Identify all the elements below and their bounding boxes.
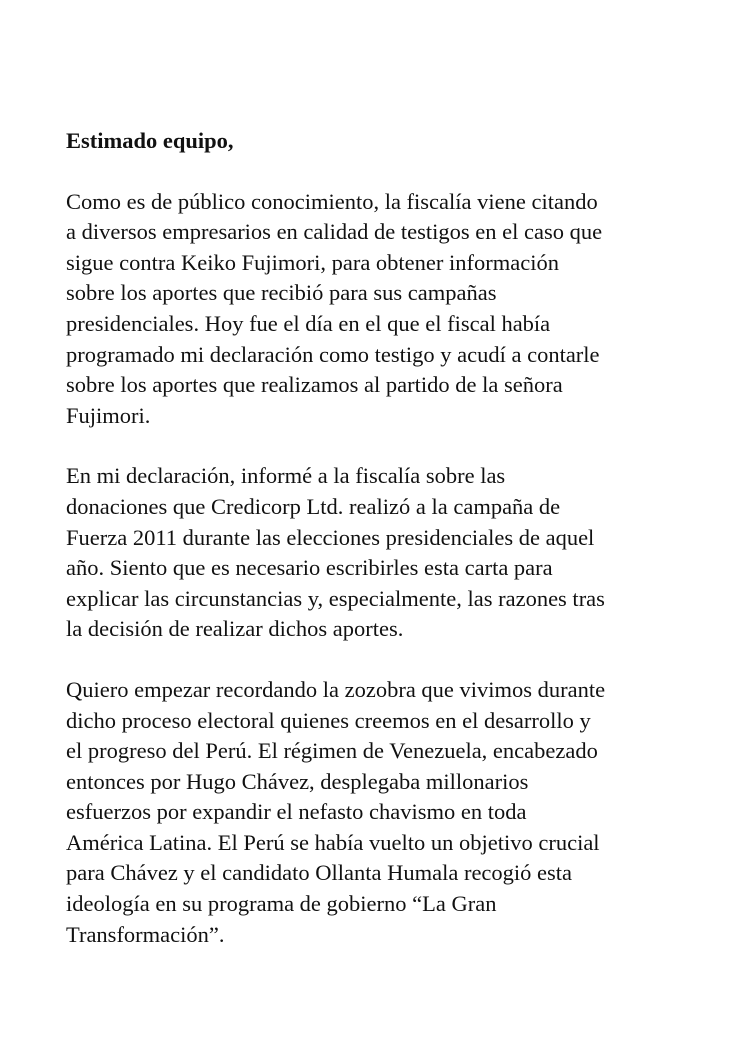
paragraph-line: Transformación”. — [66, 921, 225, 947]
paragraph-line: presidenciales. Hoy fue el día en el que el fiscal había — [66, 310, 551, 336]
paragraph-line: Quiero empezar recordando la zozobra que vivimos durante — [66, 676, 606, 702]
paragraph-line: Como es de público conocimiento, la fiscalía viene citando — [66, 188, 598, 214]
paragraph-line: América Latina. El Perú se había vuelto un objetivo crucial — [66, 829, 600, 855]
paragraph-line: año. Siento que es necesario escribirles esta carta para — [66, 555, 553, 581]
paragraph-line: En mi declaración, informé a la fiscalía sobre las — [66, 463, 506, 489]
paragraph-line: explicar las circunstancias y, especialmente, las razones tras — [66, 585, 605, 611]
paragraph-2 — [66, 461, 716, 645]
paragraph-line: entonces por Hugo Chávez, desplegaba millonarios — [66, 768, 529, 794]
paragraph-line: sobre los aportes que recibió para sus campañas — [66, 280, 497, 306]
paragraph-line: a diversos empresarios en calidad de testigos en el caso que — [66, 219, 603, 245]
paragraph-line: la decisión de realizar dichos aportes. — [66, 616, 404, 642]
paragraph-line: esfuerzos por expandir el nefasto chavismo en toda — [66, 799, 527, 825]
paragraph-1 — [66, 187, 716, 432]
paragraph-line: Fujimori. — [66, 402, 151, 428]
paragraph-line: programado mi declaración como testigo y acudí a contarle — [66, 341, 600, 367]
paragraph-line: dicho proceso electoral quienes creemos en el desarrollo y — [66, 707, 591, 733]
greeting: Estimado equipo, — [66, 128, 234, 153]
paragraph-line: ideología en su programa de gobierno “La Gran — [66, 891, 497, 917]
paragraph-line: donaciones que Credicorp Ltd. realizó a la campaña de — [66, 493, 561, 519]
paragraph-line: el progreso del Perú. El régimen de Venezuela, encabezado — [66, 738, 598, 764]
paragraph-line: para Chávez y el candidato Ollanta Humala recogió esta — [66, 860, 573, 886]
paragraph-line: sigue contra Keiko Fujimori, para obtener información — [66, 249, 559, 275]
paragraph-line: Fuerza 2011 durante las elecciones presidenciales de aquel — [66, 524, 595, 550]
paragraph-line: sobre los aportes que realizamos al partido de la señora — [66, 372, 563, 398]
letter-body — [66, 126, 716, 980]
paragraph-3 — [66, 675, 716, 950]
